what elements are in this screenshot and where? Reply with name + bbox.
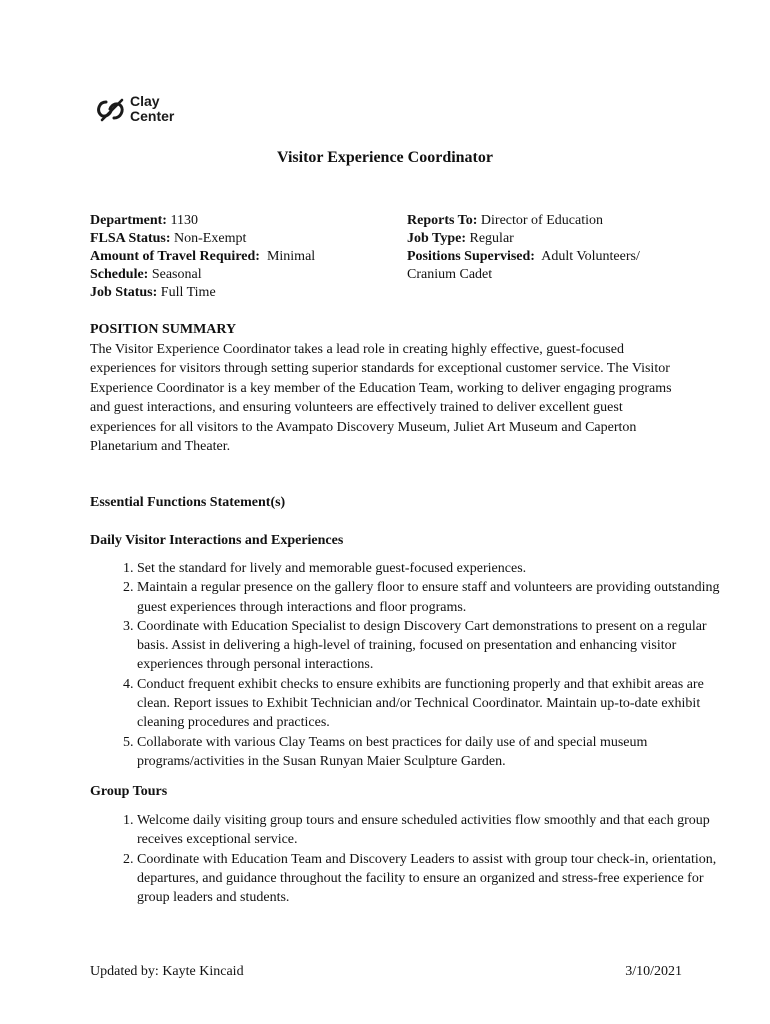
list-item: 2. Coordinate with Education Team and Discovery Leaders to assist with group tour check-in, orientation, departures, and guidance throughout the facility to ensure an organized and stress-free experience for group leaders and students. [137, 850, 737, 908]
detail-schedule: Schedule: Seasonal [90, 267, 202, 282]
group-tours-heading: Group Tours [90, 784, 168, 799]
clay-logo-icon [96, 98, 128, 122]
logo-line-1: Clay [130, 93, 160, 109]
position-summary [90, 320, 690, 457]
essential-functions-heading: Essential Functions Statement(s) [90, 495, 286, 510]
detail-reports-to: Reports To: Director of Education [407, 213, 603, 228]
daily-interactions-heading: Daily Visitor Interactions and Experiences [90, 533, 344, 548]
detail-positions-supervised-cont: Cranium Cadet [407, 267, 493, 282]
detail-travel-required: Amount of Travel Required: Minimal [90, 249, 316, 264]
position-summary-text: The Visitor Experience Coordinator takes a lead role in creating highly effective, guest-focused experiences for visitors through setting superior standards for exceptional customer service. The Visitor Experience Coordinator is a key member of the Education Team, working to deliver engaging programs and guest interactions, and ensuring volunteers are effectively trained to deliver excellent guest experiences for all visitors to the Avampato Discovery Museum, Juliet Art Museum and Caperton Planetarium and Theater. [90, 341, 672, 454]
list-item: 4. Conduct frequent exhibit checks to ensure exhibits are functioning properly and that exhibit areas are clean. Report issues to Exhibit Technician and/or Technical Coordinator. Maintain up-to-date exhibit cleaning procedures and practices. [137, 675, 737, 733]
logo-line-2: Center [130, 108, 175, 124]
detail-job-status: Job Status: Full Time [90, 285, 216, 300]
detail-job-type: Job Type: Regular [407, 231, 514, 246]
detail-positions-supervised: Positions Supervised: Adult Volunteers/ [407, 249, 640, 264]
list-item: 1. Set the standard for lively and memorable guest-focused experiences. [137, 559, 737, 578]
group-tours-list [90, 811, 737, 907]
list-item: 3. Coordinate with Education Specialist to design Discovery Cart demonstrations to present on a regular basis. Assist in delivering a high-level of training, focused on presentation and enhancing visitor experiences through personal interactions. [137, 617, 737, 675]
list-item: 5. Collaborate with various Clay Teams on best practices for daily use of and special museum programs/activities in the Susan Runyan Maier Sculpture Garden. [137, 733, 737, 772]
detail-department: Department: 1130 [90, 213, 198, 228]
job-details-right [407, 212, 707, 284]
updated-by: Updated by: Kayte Kincaid [90, 964, 244, 979]
list-item: 1. Welcome daily visiting group tours and ensure scheduled activities flow smoothly and that each group receives exceptional service. [137, 811, 737, 850]
updated-date: 3/10/2021 [625, 964, 682, 979]
job-details-left [90, 212, 390, 302]
detail-flsa-status: FLSA Status: Non-Exempt [90, 231, 247, 246]
clay-center-logo [96, 94, 206, 128]
position-summary-heading: POSITION SUMMARY [90, 322, 237, 337]
document-title: Visitor Experience Coordinator [277, 149, 493, 166]
list-item: 2. Maintain a regular presence on the gallery floor to ensure staff and volunteers are providing outstanding guest experiences through interactions and floor programs. [137, 578, 737, 617]
daily-interactions-list [90, 559, 737, 771]
